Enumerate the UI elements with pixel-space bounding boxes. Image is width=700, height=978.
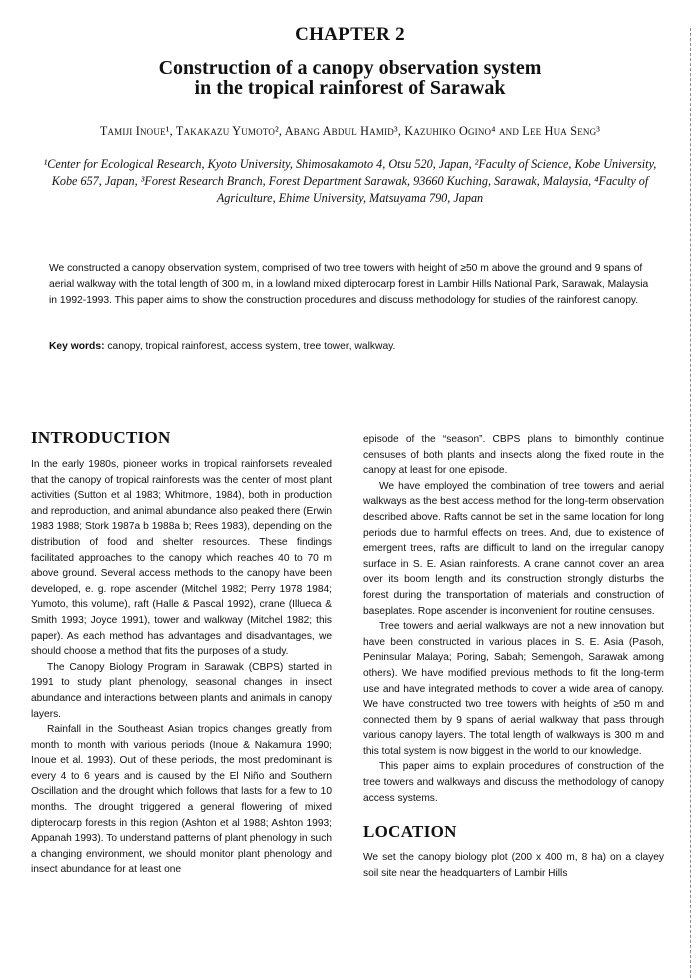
section-heading-location: LOCATION bbox=[363, 822, 457, 842]
title-line-1: Construction of a canopy observation system bbox=[158, 57, 542, 79]
paragraph: Rainfall in the Southeast Asian tropics changes greatly from month to month with various periods (Inoue & Nakamura 1990; Inoue et al. 1993). Out of these periods, the most predominant is every 4 to 6 years and is caused by the El Niño and Southern Oscillation and the drought which follows that lasts for a few to 10 months. The drought triggered a general flowering of mixed dipterocarp forests in this region (Ashton et al 1988; Ashton 1993; Appanah 1993). To understand patterns of plant phenology in such a changing environment, we should monitor plant phenology and insect abundance for at least one bbox=[31, 724, 332, 876]
chapter-label: CHAPTER 2 bbox=[295, 24, 405, 45]
paragraph: episode of the “season”. CBPS plans to bimonthly continue censuses of both plants and insects along the fixed route in the canopy at least for one episode. bbox=[363, 434, 664, 477]
section-heading-introduction: INTRODUCTION bbox=[31, 428, 171, 447]
keywords-list: canopy, tropical rainforest, access system, tree tower, walkway. bbox=[104, 341, 396, 352]
author-list: Tamiji Inoue¹, Takakazu Yumoto², Abang Abdul Hamid³, Kazuhiko Ogino⁴ and Lee Hua Seng³ bbox=[99, 124, 601, 138]
affiliations: ¹Center for Ecological Research, Kyoto University, Shimosakamoto 4, Otsu 520, Japan, ²Faculty of Science, Kobe University, Kobe 657, Japan, ³Forest Research Branch, Forest Department Sarawak, 93660 Kuching, Sarawak, Malaysia, ⁴Faculty of Agriculture, Ehime University, Matsuyama 790, Japan bbox=[43, 157, 657, 205]
page-edge-rule bbox=[690, 28, 692, 978]
keywords bbox=[49, 341, 659, 352]
keywords-label: Key words: bbox=[49, 341, 105, 352]
abstract: We constructed a canopy observation system, comprised of two tree towers with height of ≥50 m above the ground and 9 spans of aerial walkway with the total length of 300 m, in a lowland mixed dipterocarp forest in Lambir Hills National Park, Sarawak, Malaysia in 1992-1993. This paper aims to show the construction procedures and discuss methodology for studies of the rainforest canopy. bbox=[49, 263, 649, 307]
paragraph: The Canopy Biology Program in Sarawak (CBPS) started in 1991 to study plant phenology, seasonal changes in insect abundance and interactions between plants and animals in canopy layers. bbox=[31, 661, 332, 720]
paragraph: Tree towers and aerial walkways are not a new innovation but have been constructed in various places in S. E. Asia (Pasoh, Peninsular Malaya; Poring, Sabah; Semengoh, Sarawak among others). We have modified previous methods to fit the long-term use and have integrated methods to cover a wide area of canopy. We have constructed two tree towers with heights of ≥50 m and connected them by 9 spans of aerial walkway that pass through various canopy layers. The total length of walkways is 300 m and this total system is now biggest in the world to our knowledge. bbox=[363, 621, 664, 757]
paragraph: In the early 1980s, pioneer works in tropical rainforsets revealed that the canopy of tropical rainforests was the center of most plant activities (Sutton et al 1983; Whitmore, 1984), both in production and reproduction, and animal abundance also peaked there (Erwin 1983 1988; Stork 1987a b 1988a b; Rees 1983), depending on the distribution of food and shelter resources. These findings facilitated approaches to the canopy which reaches 40 to 70 m above ground. Several access methods to the canopy have been developed, e. g. rope ascender (Mitchel 1982; Perry 1978 1984; Yumoto, this volume), raft (Halle & Pascal 1992), crane (Illueca & Smith 1993; Joyce 1991), tower and walkway (Mitchel 1982; this paper). As each method has advantages and disadvantages, we should choose a method that fits the purposes of a study. bbox=[31, 459, 332, 658]
title-line-2: in the tropical rainforest of Sarawak bbox=[194, 77, 506, 99]
left-column bbox=[31, 428, 332, 878]
paragraph: This paper aims to explain procedures of construction of the tree towers and walkways and discuss the methodology of canopy access systems. bbox=[363, 761, 664, 804]
paper-title bbox=[90, 58, 610, 98]
paragraph: We set the canopy biology plot (200 x 400 m, 8 ha) on a clayey soil site near the headquarters of Lambir Hills bbox=[363, 852, 664, 879]
right-column bbox=[363, 432, 664, 881]
paragraph: We have employed the combination of tree towers and aerial walkways as the best access method for the long-term observation described above. Rafts cannot be set in the same location for long periods due to harmful effects on trees. And, due to existence of emergent trees, rafts are difficult to land on the irregular canopy surface in S. E. Asian rainforests. A crane cannot cover an area over its boom length and its construction strongly disturbs the forest during the transportation of materials and construction of baseplates. Rope ascender is inconvenient for routine censuses. bbox=[363, 480, 664, 617]
